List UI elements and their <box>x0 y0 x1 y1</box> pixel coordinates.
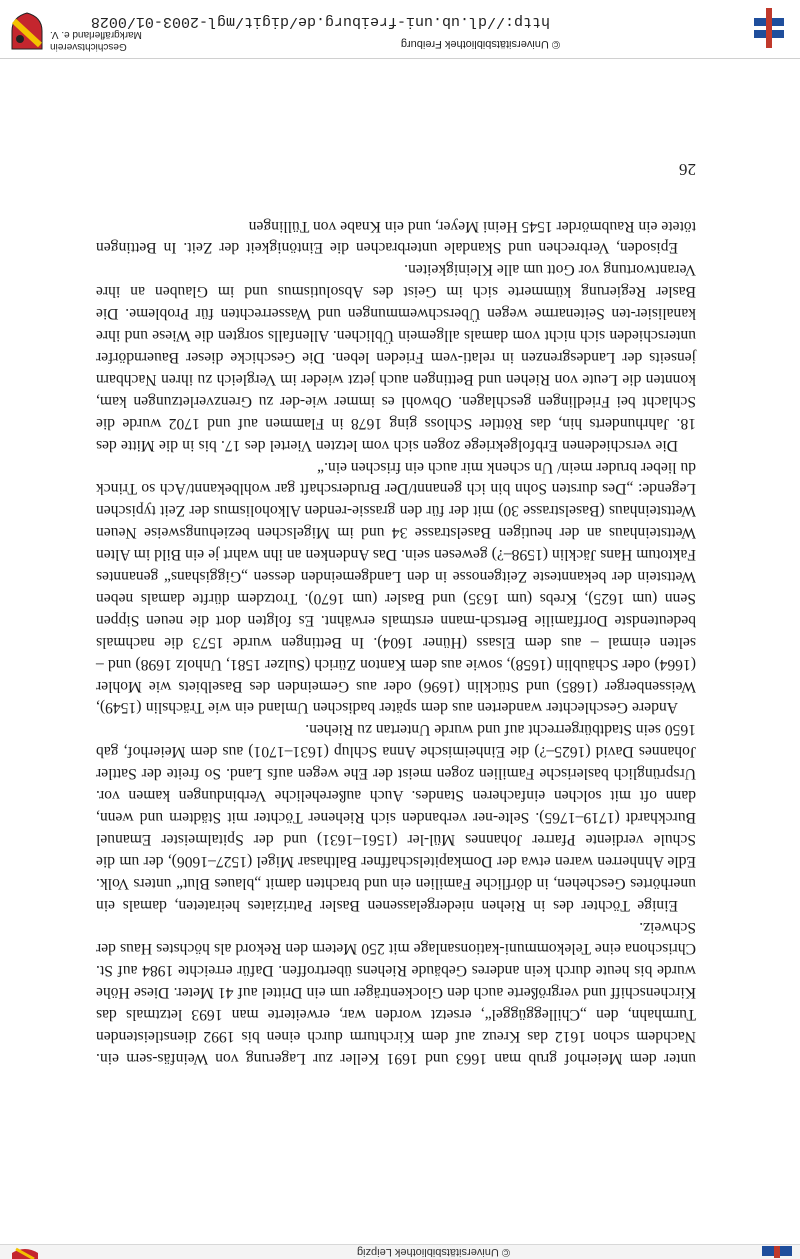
body-text <box>96 215 696 1069</box>
society-crest-icon <box>10 6 44 51</box>
paragraph: Episoden, Verbrechen und Skandale unterbrachen die Eintönigkeit der Zeit. In Bettingen tötete ein Raubmörder 1545 Heini Meyer, und ein Knabe von Tüllingen <box>96 217 696 257</box>
society-name <box>50 28 176 52</box>
paragraph: unter dem Meierhof grub man 1663 und 1691 Keller zur Lagerung von Weinfäs-sern ein. Nachdem schon 1612 das Kreuz auf dem Kirchturm durch einen bis 1992 dienstleistenden Turmhahn, den „Chilleggüggel“, ersetzt worden war, erweiterte man 1693 letztmals das Kirchenschiff und vergrößerte auch den Glockenträger um ein Drittel auf 41 Meter. Diese Höhe wurde bis heute durch kein anderes Gebäude Riehens übertroffen. Dafür erreichte 1984 auf St. Chrischona eine Telekommuni-kationsanlage mit 250 Metern den Rekord als höchstes Haus der Schweiz. <box>96 918 696 1067</box>
society-line-2: Markgräflerland e. V. <box>50 29 142 40</box>
paragraph: Die verschiedenen Erbfolgekriege zogen sich vom letzten Viertel des 17. bis in die Mitte des 18. Jahrhunderts hin, das Röttler Schloss ging 1678 in Flammen auf und 1702 wurde die Schlacht bei Friedlingen geschlagen. Obwohl es immer wie-der zu Grenzverletzungen kam, konnten die Leute von Riehen und Bettingen auch jetzt wieder im Vergleich zu ihren Nachbarn jenseits der Landesgrenzen in relati-vem Frieden leben. Die Geschicke dieser Bauerndörfer unterschieden sich nicht vom damals allgemein Üblichen. Allenfalls sorgten die Wiese und ihre kanalisier-ten Seitenarme wegen Überschwemmungen und Wasserrechten für Probleme. Die Basler Regierung kümmerte sich im Geist des Absolutismus und im Glauben an ihre Verantwortung vor Gott um alle Kleinigkeiten. <box>96 261 696 454</box>
partial-copyright-text: © Universitätsbibliothek Leipzig <box>356 1246 510 1258</box>
ub-logo-icon <box>762 1243 792 1258</box>
paragraph: Andere Geschlechter wanderten aus dem später badischen Umland ein wie Trächslin (1549), Weissenberger (1685) und Stücklin (1696) oder aus Gemeinden des Baselbiets wie Mohler (1664) oder Schäublin (1658), sowie aus dem Kanton Zürich (Sulzer 1581, Unholz 1698) und – selten einmal – aus dem Elsass (Hüner 1604). In Bettingen wurde 1573 die nachmals bedeutendste Dorffamilie Bertsch-mann erstmals erwähnt. Es folgten dort die neuen Sippen Senn (um 1625), Krebs (um 1635) und Basler (um 1670). Trotzdem dürfte damals neben Wettstein der bekannteste Zeitgenosse in den Landgemeinden dessen „Giggishans“ genanntes Faktotum Hans Jäcklin (1598–?) gewesen sein. Das Andenken an ihn wahrt je ein Bild im Alten Wettsteinhaus an der heutigen Baselstrasse 34 und im Migelschen beziehungsweise Neuen Wettsteinhaus (Baselstrasse 30) mit der für den grassie-renden Alkoholismus der Zeit typischen Legende: „Des dursten Sohn bin ich genannt/Der Bruderschaft gar wohlbekannt/Ach so Trinck du lieber bruder mein/ Un schenk mir auch ein frischen ein.“ <box>96 458 696 717</box>
society-line-1: Geschichtsverein <box>50 41 127 52</box>
ub-freiburg-logo-icon <box>754 3 784 48</box>
society-crest-icon <box>10 1243 40 1259</box>
footer-bar <box>0 0 800 59</box>
page-number: 26 <box>679 160 696 179</box>
paragraph: Einige Töchter des in Riehen niedergelassenen Basler Patriziates heirateten, damals ein unerhörtes Geschehen, in dörfliche Familien ein und brachten damit „blaues Blut“ unters Volk. Edle Ahnherren waren etwa der Domkapitelschaffner Balthasar Migel (1527–1606), der um die Schule verdiente Pfarrer Johannes Mül-ler (1561–1631) und der Spitalmeister Emanuel Burckhardt (1719–1765). Selte-ner verbanden sich Riehener Töchter mit Städtern und wenn, dann oft mit solchen einfacheren Standes. Auch außereheliche Verbindungen kamen vor. Ursprünglich baslerische Familien zogen meist der Ehe wegen aufs Land. So freite der Sattler Johannes David (1625–?) die Einheimische Anna Schlup (1631–1701) aus dem Meierhof, gab 1650 sein Stadtbürgerrecht auf und wurde Untertan zu Riehen. <box>96 721 696 914</box>
document-url[interactable]: http://dl.ub.uni-freiburg.de/digit/mgl-2003-01/0028 <box>90 13 550 30</box>
partial-top-bar <box>0 1244 800 1259</box>
copyright-text: © Universitätsbibliothek Freiburg <box>400 38 560 50</box>
